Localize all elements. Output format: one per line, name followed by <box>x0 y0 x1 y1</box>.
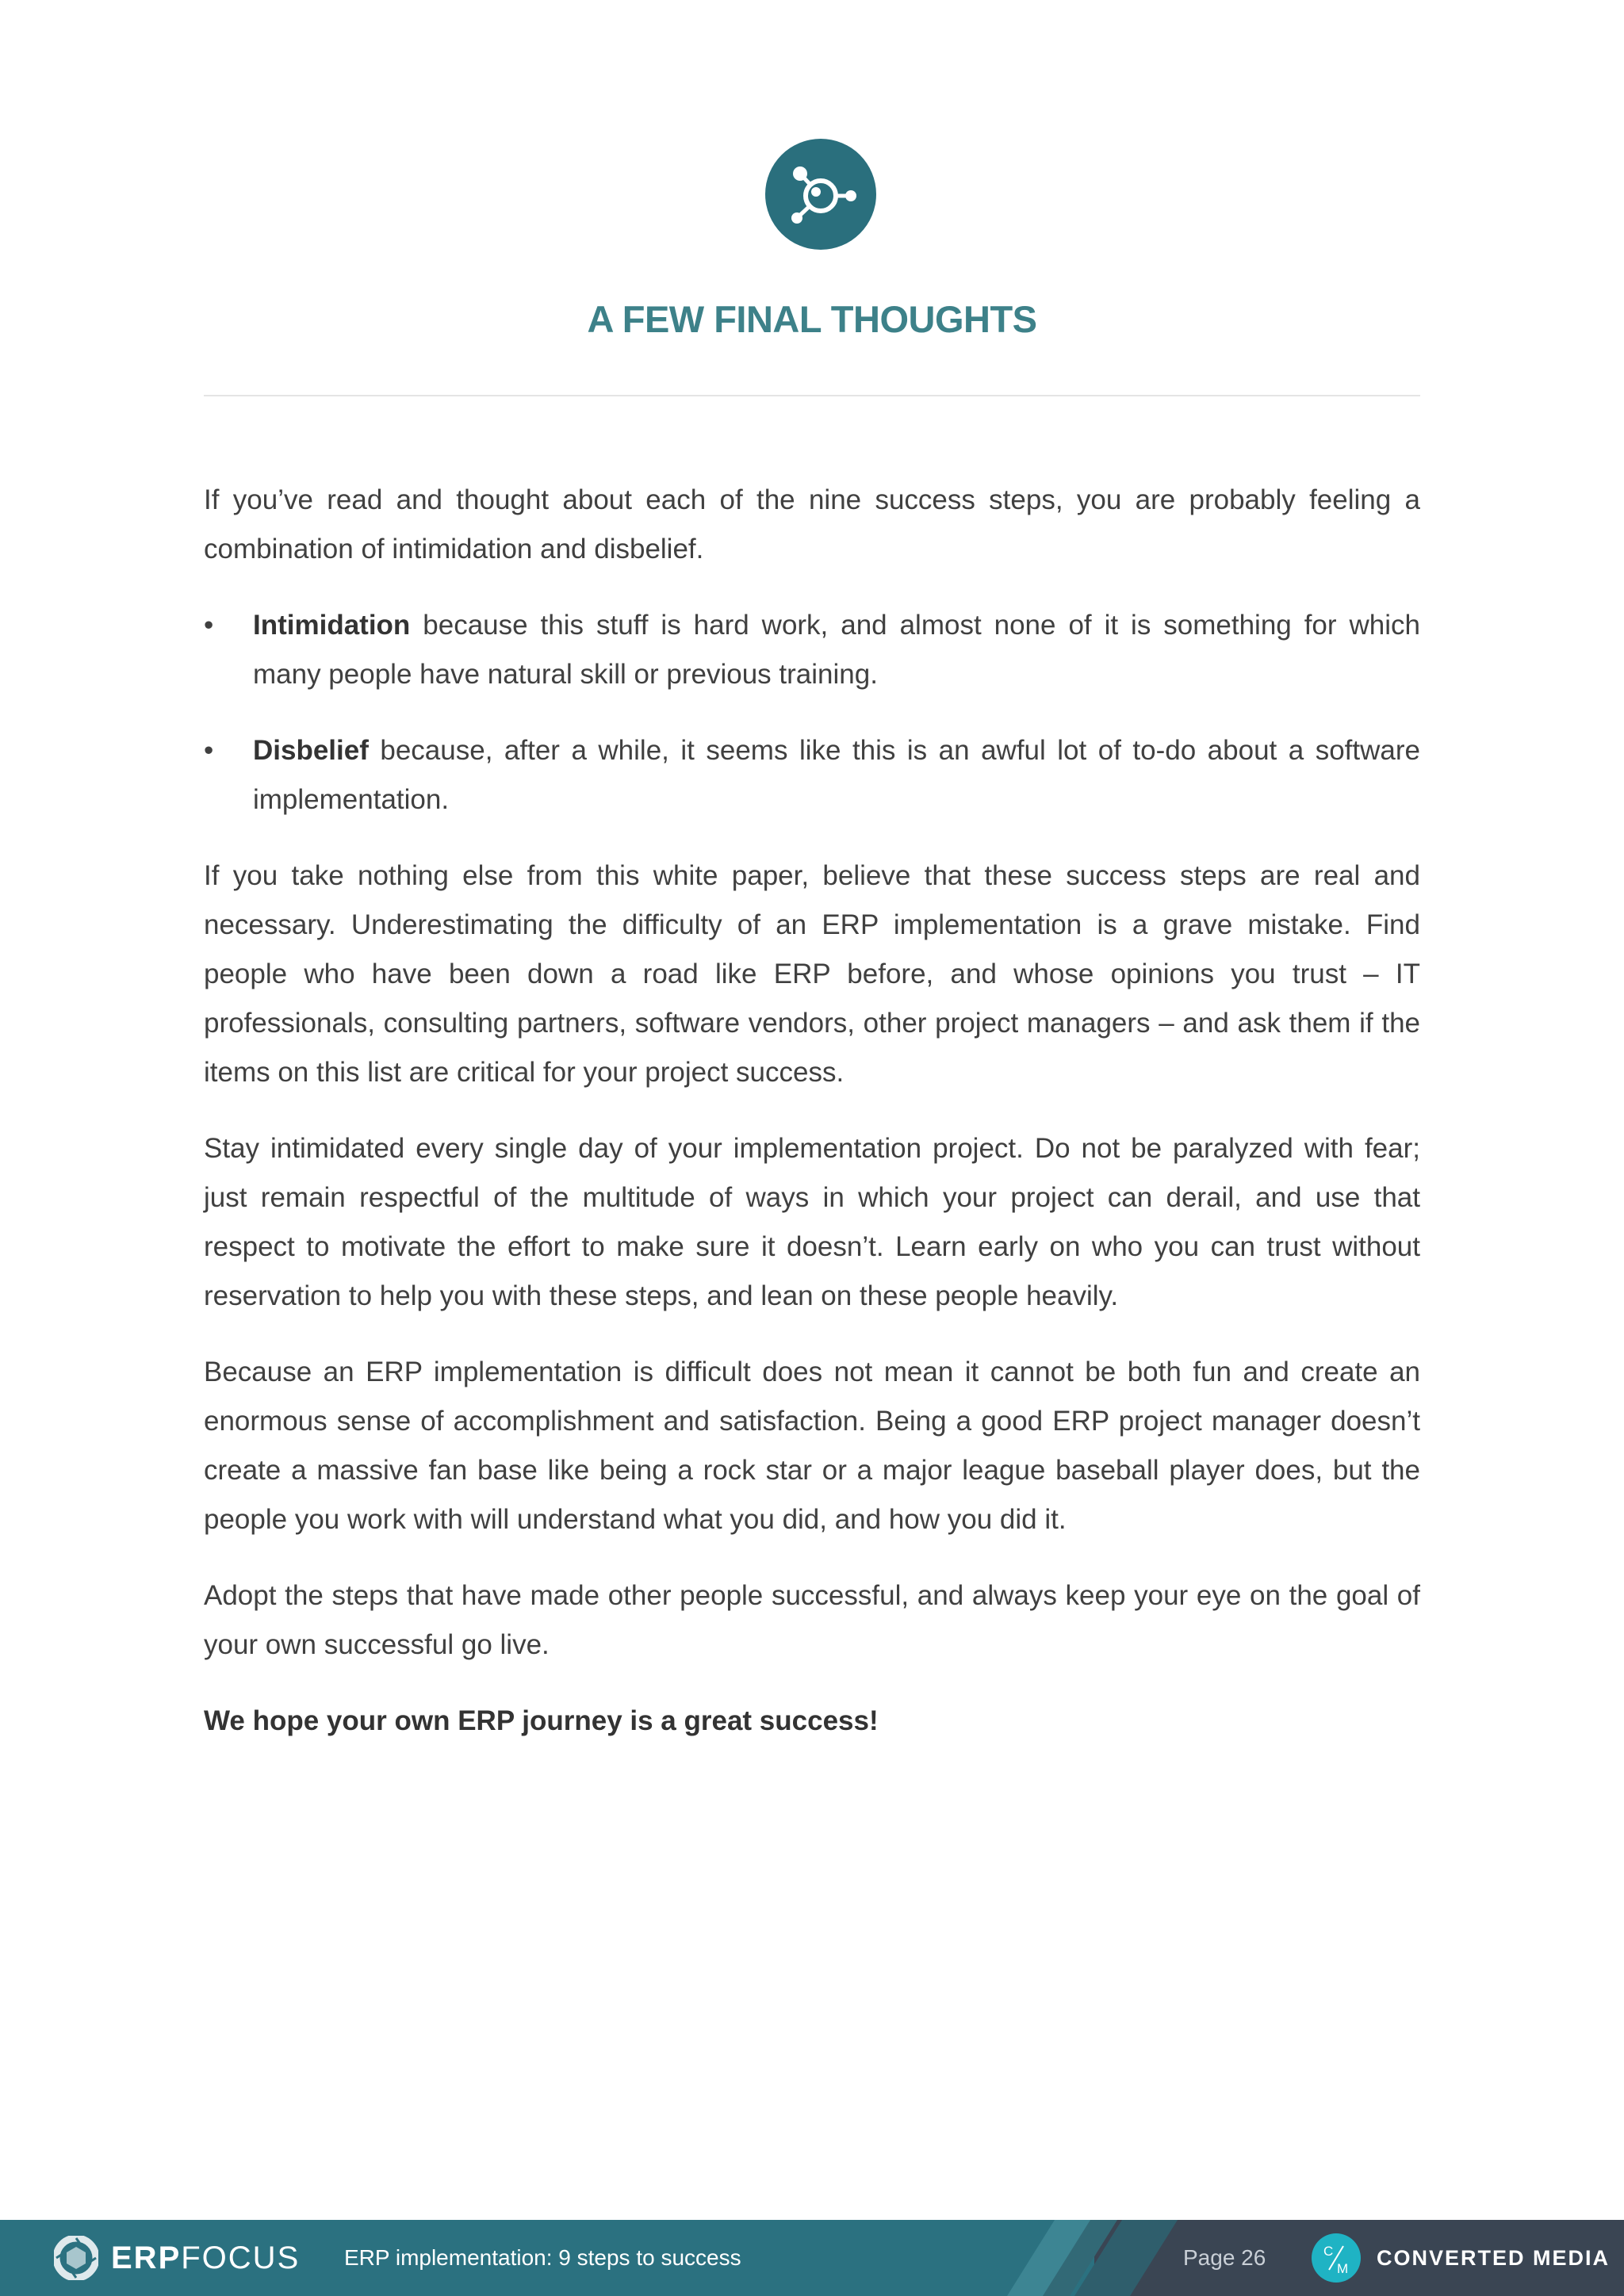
converted-media-icon <box>1312 2233 1361 2283</box>
network-hub-icon-graphic <box>765 139 876 250</box>
bullet-text: because this stuff is hard work, and almost none of it is something for which many people have natural skill or previous training. <box>253 610 1420 690</box>
brand-bold: ERP <box>111 2240 182 2275</box>
page-footer <box>0 2220 1624 2296</box>
network-hub-icon <box>765 139 876 250</box>
bullet-icon: • <box>204 610 214 641</box>
brand-name <box>111 2241 300 2276</box>
bullet-icon: • <box>204 735 214 766</box>
closing-statement: We hope your own ERP journey is a great success! <box>204 1705 879 1736</box>
brand-light: FOCUS <box>181 2240 301 2275</box>
aperture-icon <box>54 2236 98 2280</box>
bullet-list <box>204 601 1420 825</box>
page-number: Page 26 <box>1183 2245 1266 2270</box>
list-item <box>204 601 1420 699</box>
list-item <box>204 726 1420 825</box>
partner-name: CONVERTED MEDIA <box>1377 2245 1611 2270</box>
bullet-term: Disbelief <box>253 735 369 766</box>
bullet-term: Intimidation <box>253 610 411 641</box>
erpfocus-logo <box>54 2220 300 2296</box>
body-paragraph: Stay intimidated every single day of your implementation project. Do not be paralyzed with fear; just remain respectful of the multitude of ways in which your project can derail, and use that respect to motivate the effort to make sure it doesn’t. Learn early on who you can trust without reservation to help you with these steps, and lean on these people heavily. <box>204 1133 1420 1311</box>
body-paragraph: If you take nothing else from this white paper, believe that these success steps are real and necessary. Underestimating the difficulty of an ERP implementation is a grave mistake. Find people who have been down a road like ERP before, and whose opinions you trust – IT professionals, consulting partners, software vendors, other project managers – and ask them if the items on this list are critical for your project success. <box>204 860 1420 1088</box>
intro-paragraph: If you’ve read and thought about each of the nine success steps, you are probably feeling a combination of intimidation and disbelief. <box>204 484 1420 564</box>
converted-media-logo <box>1312 2220 1610 2296</box>
body-paragraph: Adopt the steps that have made other people successful, and always keep your eye on the goal of your own successful go live. <box>204 1580 1420 1660</box>
title-divider <box>204 395 1420 396</box>
bullet-text: because, after a while, it seems like this is an awful lot of to-do about a software implementation. <box>253 735 1420 815</box>
logo-letter-m: M <box>1337 2261 1349 2276</box>
document-body <box>204 476 1420 1773</box>
logo-letter-c: C <box>1323 2244 1334 2259</box>
body-paragraph: Because an ERP implementation is difficult does not mean it cannot be both fun and create an enormous sense of accomplishment and satisfaction. Being a good ERP project manager doesn’t create a massive fan base like being a rock star or a major league baseball player does, but the people you work with will understand what you did, and how you did it. <box>204 1357 1420 1535</box>
page-title: A FEW FINAL THOUGHTS <box>587 298 1037 340</box>
document-title: ERP implementation: 9 steps to success <box>344 2245 741 2270</box>
